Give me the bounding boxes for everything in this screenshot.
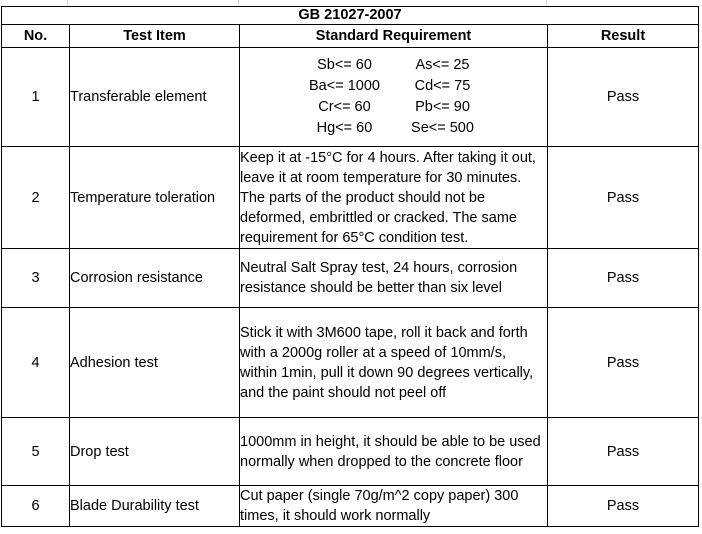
- table-title-row: [2, 7, 699, 25]
- row-number[interactable]: 3: [2, 249, 70, 308]
- standard-requirement[interactable]: Keep it at -15°C for 4 hours. After taking it out, leave it at room temperature for 30 minutes. The parts of the product should not be deformed, embrittled or cracked. The same requirement for 65°C condition test.: [240, 147, 548, 249]
- standard-requirement[interactable]: Cut paper (single 70g/m^2 copy paper) 300 times, it should work normally: [240, 486, 548, 527]
- table-row: [2, 48, 699, 147]
- element-limit: As<= 25: [415, 57, 470, 73]
- test-standard-table: [1, 6, 699, 527]
- row-number[interactable]: 1: [2, 48, 70, 147]
- test-item[interactable]: Drop test: [70, 418, 240, 486]
- test-item[interactable]: Corrosion resistance: [70, 249, 240, 308]
- result[interactable]: Pass: [548, 308, 699, 418]
- standard-requirement[interactable]: [240, 48, 548, 147]
- element-limit: Ba<= 1000: [309, 78, 380, 94]
- table-row: [2, 486, 699, 527]
- test-item[interactable]: Blade Durability test: [70, 486, 240, 527]
- result[interactable]: Pass: [548, 147, 699, 249]
- result[interactable]: Pass: [548, 249, 699, 308]
- element-limit: Cr<= 60: [318, 99, 371, 115]
- table-row: [2, 249, 699, 308]
- row-number[interactable]: 4: [2, 308, 70, 418]
- standard-requirement[interactable]: 1000mm in height, it should be able to be used normally when dropped to the concrete floor: [240, 418, 548, 486]
- element-limit: Sb<= 60: [317, 57, 372, 73]
- row-number[interactable]: 2: [2, 147, 70, 249]
- standard-requirement[interactable]: Neutral Salt Spray test, 24 hours, corrosion resistance should be better than six level: [240, 249, 548, 308]
- test-item[interactable]: Transferable element: [70, 48, 240, 147]
- header-no[interactable]: No.: [2, 25, 70, 48]
- test-item[interactable]: Temperature toleration: [70, 147, 240, 249]
- table-row: [2, 418, 699, 486]
- element-limit: Pb<= 90: [415, 99, 470, 115]
- table-header-row: [2, 25, 699, 48]
- table-row: [2, 308, 699, 418]
- result[interactable]: Pass: [548, 486, 699, 527]
- header-test-item[interactable]: Test Item: [70, 25, 240, 48]
- header-result[interactable]: Result: [548, 25, 699, 48]
- test-item[interactable]: Adhesion test: [70, 308, 240, 418]
- element-limit: Cd<= 75: [414, 78, 471, 94]
- element-limits-grid: [299, 55, 489, 139]
- standard-requirement[interactable]: Stick it with 3M600 tape, roll it back and forth with a 2000g roller at a speed of 10mm/s, within 1min, pull it down 90 degrees vertically, and the paint should not peel off: [240, 308, 548, 418]
- table-row: [2, 147, 699, 249]
- row-number[interactable]: 5: [2, 418, 70, 486]
- row-number[interactable]: 6: [2, 486, 70, 527]
- result[interactable]: Pass: [548, 418, 699, 486]
- result[interactable]: Pass: [548, 48, 699, 147]
- element-limit: Hg<= 60: [316, 120, 373, 136]
- element-limit: Se<= 500: [411, 120, 474, 136]
- table-title[interactable]: GB 21027-2007: [2, 7, 699, 25]
- header-standard-requirement[interactable]: Standard Requirement: [240, 25, 548, 48]
